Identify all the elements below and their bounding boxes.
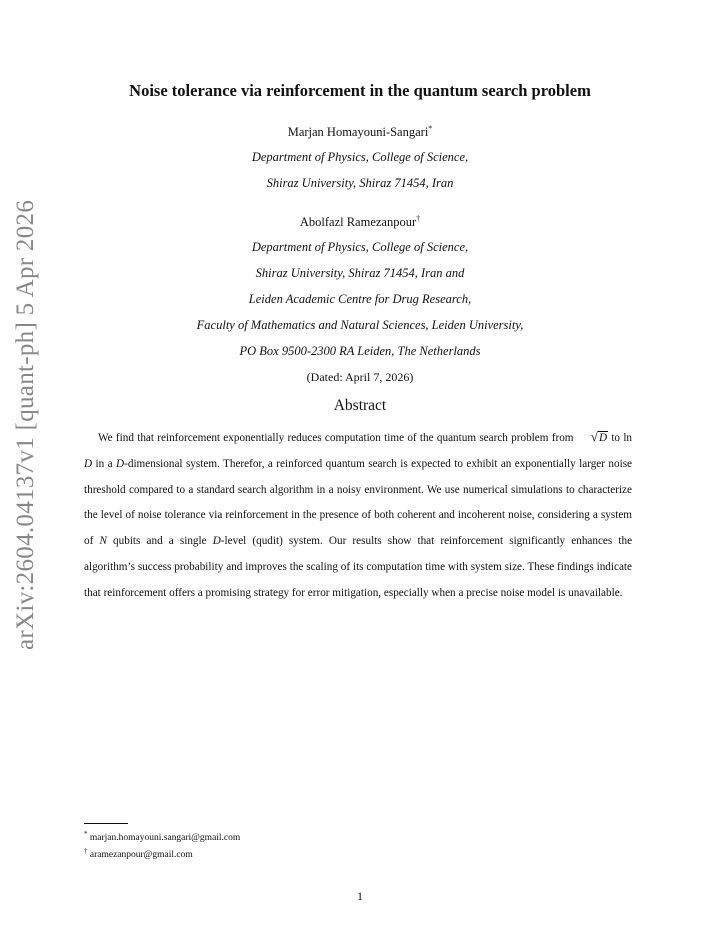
arxiv-watermark: arXiv:2604.04137v1 [quant-ph] 5 Apr 2026: [12, 199, 39, 650]
sqrt-d: √D: [590, 429, 608, 444]
paper-title: Noise tolerance via reinforcement in the quantum search problem: [129, 81, 591, 100]
author-mark-1: *: [428, 124, 433, 133]
affiliation-1-line-2: Shiraz University, Shiraz 71454, Iran: [266, 176, 454, 190]
author-name-2: Abolfazl Ramezanpour†: [299, 214, 421, 230]
author-mark-2: †: [416, 214, 421, 223]
page-number: 1: [357, 889, 363, 903]
affiliation-2-line-2: Shiraz University, Shiraz 71454, Iran and: [255, 266, 465, 280]
affiliation-2-line-3: Leiden Academic Centre for Drug Research,: [248, 292, 472, 306]
affiliation-1-line-1: Department of Physics, College of Science,: [251, 150, 469, 164]
footnote-2: † aramezanpour@gmail.com: [84, 847, 193, 861]
affiliation-2-line-4: Faculty of Mathematics and Natural Sciences, Leiden University,: [196, 318, 524, 332]
footnote-1: * marjan.homayouni.sangari@gmail.com: [84, 830, 241, 844]
footnote-rule: [84, 823, 128, 824]
affiliation-2-line-1: Department of Physics, College of Science,: [251, 240, 469, 254]
dated-line: (Dated: April 7, 2026): [306, 370, 414, 384]
author-name-1: Marjan Homayouni-Sangari*: [287, 124, 433, 140]
abstract-heading: Abstract: [333, 397, 387, 414]
affiliation-2-line-5: PO Box 9500-2300 RA Leiden, The Netherlands: [239, 344, 481, 358]
abstract-body: We find that reinforcement exponentially reduces computation time of the quantum search problem from √D to ln D in a D-dimensional system. Therefor, a reinforced quantum search is expected to exhibit an exponentially larger noise threshold compared to a standard search algorithm in a noisy environment. We use numerical simulations to characterize the level of noise tolerance via reinforcement in the presence of both coherent and incoherent noise, considering a system of N qubits and a single D-level (qudit) system. Our results show that reinforcement significantly enhances the algorithm’s success probability and improves the scaling of its computation time with system size. These findings indicate that reinforcement offers a promising strategy for error mitigation, especially when a precise noise model is unavailable.: [84, 424, 632, 607]
